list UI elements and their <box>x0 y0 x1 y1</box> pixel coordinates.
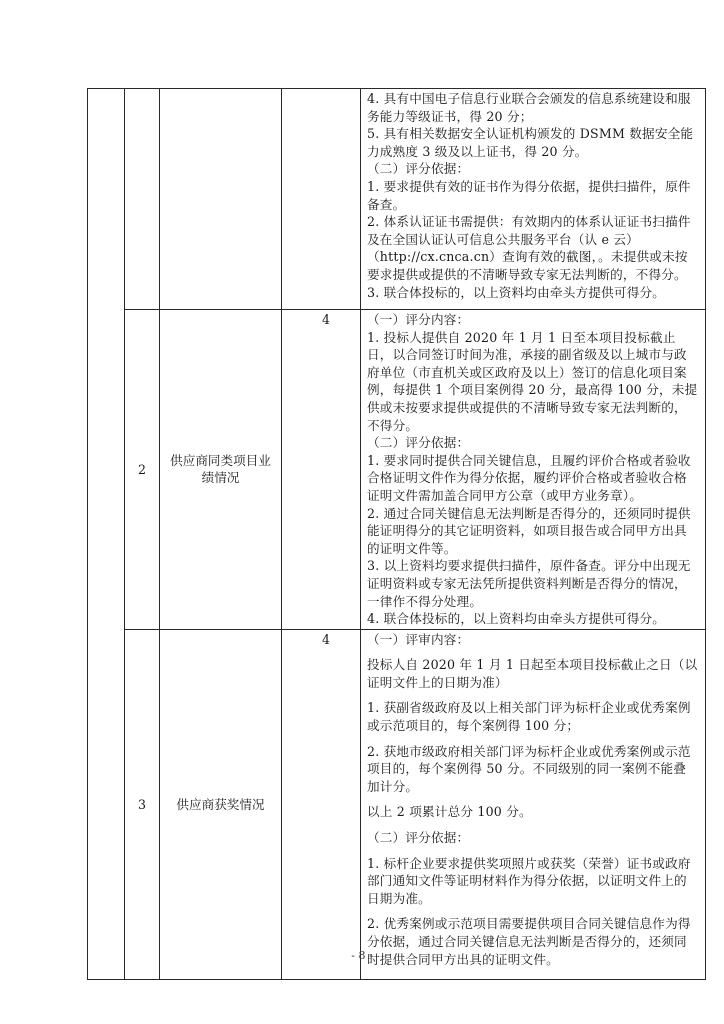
row-content-cell <box>361 629 706 980</box>
content-paragraph: 以上 2 项累计总分 100 分。 <box>367 804 532 820</box>
outer-category-cell <box>88 89 125 980</box>
row-weight-cell <box>282 89 361 310</box>
row-weight-cell: 4 <box>282 629 361 980</box>
content-line: 4. 具有中国电子信息行业联合会颁发的信息系统建设和服务能力等级证书，得 20 分； <box>367 91 691 124</box>
content-paragraph: 2. 优秀案例或示范项目需要提供项目合同关键信息作为得分依据，通过合同关键信息无法判断是否得分的，还须同时提供合同甲方出具的证明文件。 <box>367 916 691 967</box>
content-line: 3. 联合体投标的，以上资料均由牵头方提供可得分。 <box>367 284 666 300</box>
row-item-cell: 供应商同类项目业绩情况 <box>160 310 282 630</box>
row-weight-cell: 4 <box>282 310 361 630</box>
content-paragraph: 2. 获地市级政府相关部门评为标杆企业或优秀案例或示范项目的，每个案例得 50 分。不同级别的同一案例不能叠加计分。 <box>367 743 691 794</box>
row-index-cell <box>125 89 160 310</box>
content-paragraph: （二）评分依据： <box>367 830 470 846</box>
table-row <box>88 629 706 980</box>
content-line: 2. 体系认证证书需提供：有效期内的体系认证证书扫描件及在全国认证认可信息公共服务平台（认 e 云）（http://cx.cnca.cn）查询有效的截图，。未提供或未按要求提供或提供的不清晰导致专家无法判断的，不得分。 <box>367 214 691 282</box>
scoring-table <box>87 88 706 980</box>
row-index-cell: 2 <box>125 310 160 630</box>
page-number: - 8 - <box>351 949 373 962</box>
content-paragraph: 投标人自 2020 年 1 月 1 日起至本项目投标截止之日（以证明文件上的日期为准） <box>367 657 698 690</box>
content-line: （二）评分依据： <box>367 435 470 451</box>
content-paragraph: 1. 标杆企业要求提供奖项照片或获奖（荣誉）证书或政府部门通知文件等证明材料作为得分依据，以证明文件上的日期为准。 <box>367 855 691 906</box>
content-line: 4. 联合体投标的，以上资料均由牵头方提供可得分。 <box>367 611 666 627</box>
row-item-cell: 供应商获奖情况 <box>160 629 282 980</box>
content-line: 1. 投标人提供自 2020 年 1 月 1 日至本项目投标截止日，以合同签订时间为准，承接的副省级及以上城市与政府单位（市直机关或区政府及以上）签订的信息化项目案例，每提供 1 个项目案例得 20 分，最高得 100 分，未提供或未按要求提供或提供的不清晰导致专家无法判断的，不得分。 <box>367 329 698 433</box>
row-index-cell: 3 <box>125 629 160 980</box>
content-line: 1. 要求提供有效的证书作为得分依据，提供扫描件，原件备查。 <box>367 178 691 212</box>
row-content-cell <box>361 89 706 310</box>
content-line: 3. 以上资料均要求提供扫描件，原件备查。评分中出现无证明资料或专家无法凭所提供资料判断是否得分的情况，一律作不得分处理。 <box>367 558 691 609</box>
content-line: 5. 具有相关数据安全认证机构颁发的 DSMM 数据安全能力成熟度 3 级及以上证书，得 20 分。 <box>367 126 694 159</box>
content-line: 1. 要求同时提供合同关键信息，且履约评价合格或者验收合格证明文件作为得分依据，履约评价合格或者验收合格证明文件需加盖合同甲方公章（或甲方业务章）。 <box>367 452 691 503</box>
row-item-cell <box>160 89 282 310</box>
content-line: 2. 通过合同关键信息无法判断是否得分的，还须同时提供能证明得分的其它证明资料，如项目报告或合同甲方出具的证明文件等。 <box>367 505 691 556</box>
content-paragraph: （一）评审内容： <box>367 631 470 647</box>
content-line: （一）评分内容： <box>367 312 470 327</box>
table-row <box>88 89 706 310</box>
table-row <box>88 310 706 630</box>
content-line: （二）评分依据： <box>367 161 470 177</box>
row-content-cell <box>361 310 706 630</box>
content-paragraph: 1. 获副省级政府及以上相关部门评为标杆企业或优秀案例或示范项目的，每个案例得 100 分； <box>367 700 691 734</box>
